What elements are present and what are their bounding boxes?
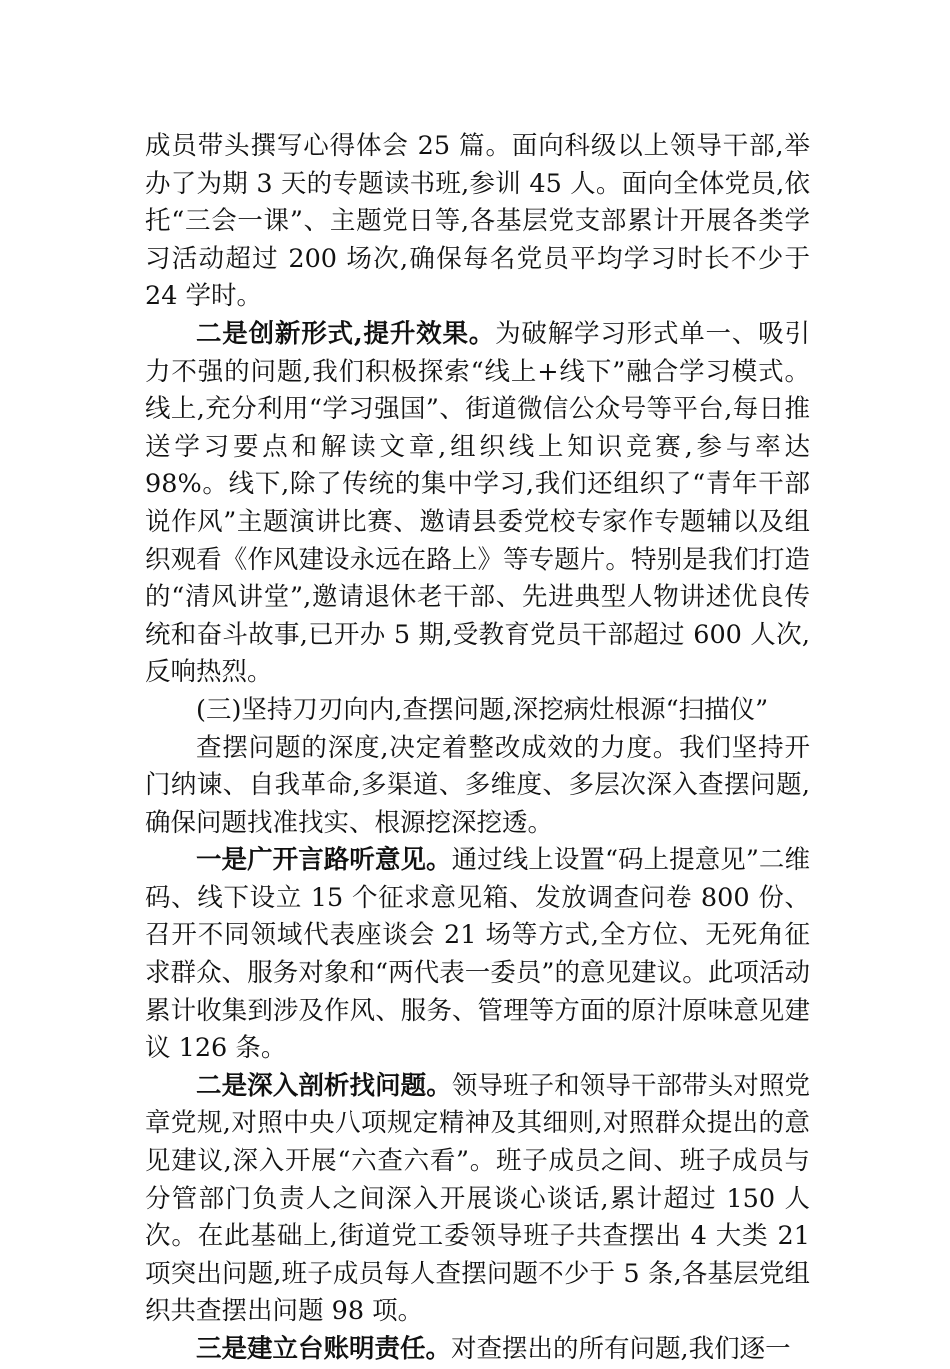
paragraph-7-text: 对查摆出的所有问题,我们逐一 bbox=[451, 1334, 791, 1364]
paragraph-4-text: 查摆问题的深度,决定着整改成效的力度。我们坚持开门纳谏、自我革命,多渠道、多维度、多层次深入查摆问题,确保问题找准找实、根源挖深挖透。 bbox=[145, 732, 810, 838]
paragraph-7 bbox=[145, 1331, 810, 1369]
paragraph-2-text: 为破解学习形式单一、吸引力不强的问题,我们积极探索“线上+线下”融合学习模式。线上,充分利用“学习强国”、街道微信公众号等平台,每日推送学习要点和解读文章,组织线上知识竞赛,参与率达 98%。线下,除了传统的集中学习,我们还组织了“青年干部说作风”主题演讲比赛、邀请县委党校专家作专题辅以及组织观看《作风建设永远在路上》等专题片。特别是我们打造的“清风讲堂”,邀请退休老干部、先进典型人物讲述优良传统和奋斗故事,已开办 5 期,受教育党员干部超过 600 人次,反响热烈。 bbox=[145, 318, 810, 688]
paragraph-5 bbox=[145, 842, 810, 1068]
section-heading-text: (三)坚持刀刃向内,查摆问题,深挖病灶根源“扫描仪” bbox=[196, 694, 769, 725]
paragraph-7-lead: 三是建立台账明责任。 bbox=[196, 1334, 452, 1364]
paragraph-6-text: 领导班子和领导干部带头对照党章党规,对照中央八项规定精神及其细则,对照群众提出的意见建议,深入开展“六查六看”。班子成员之间、班子成员与分管部门负责人之间深入开展谈心谈话,累计超过 150 人次。在此基础上,街道党工委领导班子共查摆出 4 大类 21 项突出问题,班子成员每人查摆问题不少于 5 条,各基层党组织共查摆出问题 98 项。 bbox=[145, 1070, 810, 1327]
document-page bbox=[145, 128, 810, 1369]
section-heading bbox=[145, 692, 810, 730]
paragraph-6 bbox=[145, 1068, 810, 1331]
paragraph-2-lead: 二是创新形式,提升效果。 bbox=[196, 318, 496, 349]
paragraph-5-lead: 一是广开言路听意见。 bbox=[196, 845, 452, 876]
paragraph-1 bbox=[145, 128, 810, 316]
paragraph-5-text: 通过线上设置“码上提意见”二维码、线下设立 15 个征求意见箱、发放调查问卷 800 份、召开不同领域代表座谈会 21 场等方式,全方位、无死角征求群众、服务对象和“两代表一委员”的意见建议。此项活动累计收集到涉及作风、服务、管理等方面的原汁原味意见建议 126 条。 bbox=[145, 845, 810, 1064]
paragraph-1-text: 成员带头撰写心得体会 25 篇。面向科级以上领导干部,举办了为期 3 天的专题读书班,参训 45 人。面向全体党员,依托“三会一课”、主题党日等,各基层党支部累计开展各类学习活动超过 200 场次,确保每名党员平均学习时长不少于 24 学时。 bbox=[145, 131, 810, 312]
paragraph-2 bbox=[145, 316, 810, 692]
paragraph-4 bbox=[145, 730, 810, 843]
paragraph-6-lead: 二是深入剖析找问题。 bbox=[196, 1070, 452, 1101]
